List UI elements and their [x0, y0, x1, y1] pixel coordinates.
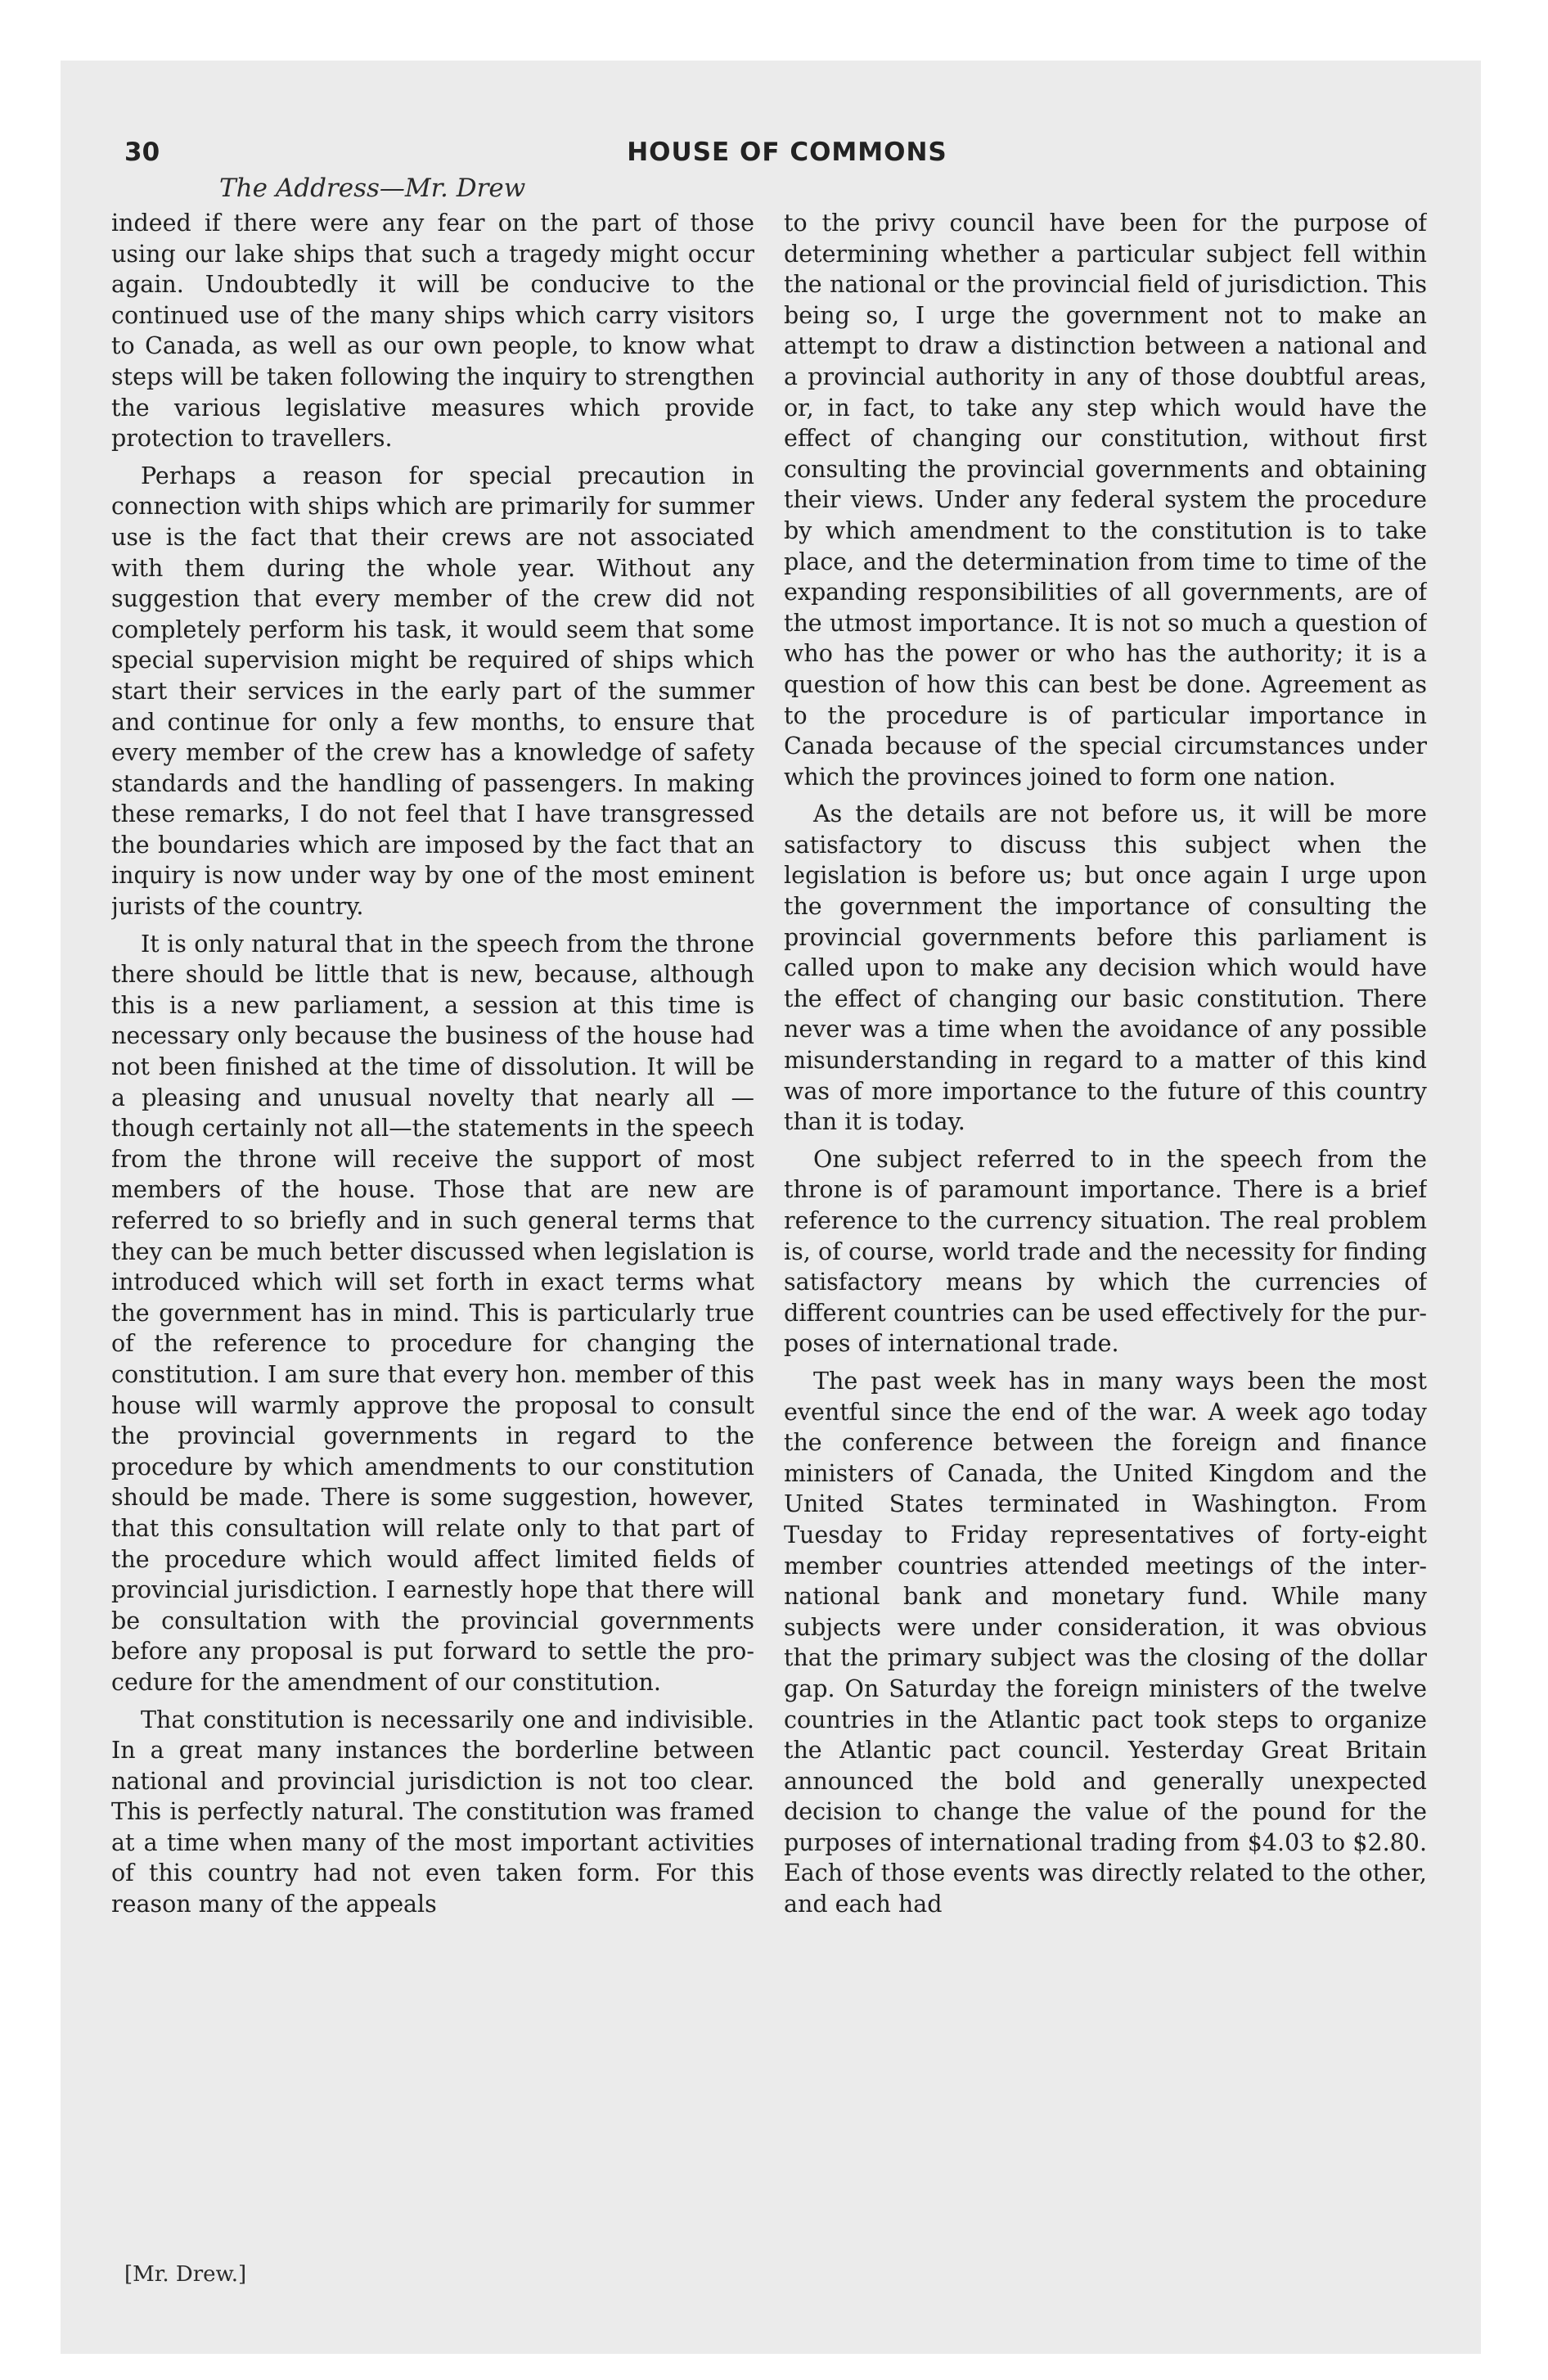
left-column — [111, 208, 754, 2229]
page-number: 30 — [124, 137, 160, 167]
paragraph: That constitution is necessarily one and indivisible. In a great many instances the borderline between national and provincial jurisdiction is not too clear. This is perfectly natural. The constitution was framed at a time when many of the most important activities of this country had not even taken form. For this reason many of the appeals — [111, 1706, 754, 1918]
paragraph: The past week has in many ways been the most eventful since the end of the war. A week ago today the conference between the foreign and finance ministers of Canada, the United Kingdom and the United States terminated in Washington. From Tuesday to Friday representatives of forty-eight member countries attended meetings of the international bank and monetary fund. While many subjects were under consideration, it was obvious that the primary subject was the closing of the dollar gap. On Saturday the foreign ministers of the twelve countries in the Atlantic pact took steps to organize the Atlantic pact council. Yesterday Great Britain announced the bold and generally unexpected decision to change the value of the pound for the purposes of international trading from $4.03 to $2.80. Each of those events was directly related to the other, and each had — [784, 1367, 1427, 1918]
paragraph: Perhaps a reason for special precaution in connection with ships which are primarily for summer use is the fact that their crews are not associated with them during the whole year. Without any suggestion that every member of the crew did not completely perform his task, it would seem that some special supervision might be required of ships which start their services in the early part of the summer and continue for only a few months, to ensure that every member of the crew has a knowledge of safety standards and the handling of passengers. In making these remarks, I do not feel that I have transgressed the boundaries which are imposed by the fact that an inquiry is now under way by one of the most eminent jurists of the country. — [111, 462, 754, 921]
paragraph: As the details are not before us, it will be more satisfactory to discuss this subject when the legislation is before us; but once again I urge upon the government the importance of consulting the provincial governments before this parliament is called upon to make any decision which would have the effect of changing our basic constitution. There never was a time when the avoidance of any possible misunderstanding in regard to a matter of this kind was of more importance to the future of this country than it is today. — [784, 800, 1427, 1136]
right-column — [784, 208, 1427, 2229]
journal-title: HOUSE OF COMMONS — [627, 137, 947, 167]
paragraph: indeed if there were any fear on the part of those using our lake ships that such a tragedy might occur again. Undoubtedly it will be conducive to the continued use of the many ships which carry visitors to Canada, as well as our own people, to know what steps will be taken following the inquiry to strengthen the various legislative measures which provide protection to travellers. — [111, 210, 754, 453]
paragraph: It is only natural that in the speech from the throne there should be little that is new, because, although this is a new parliament, a session at this time is necessary only because the business of the house had not been finished at the time of dissolution. It will be a pleasing and unusual novelty that nearly all —though certainly not all—the statements in the speech from the throne will receive the support of most members of the house. Those that are new are referred to so briefly and in such general terms that they can be much better discussed when legislation is introduced which will set forth in exact terms what the government has in mind. This is particularly true of the reference to procedure for changing the constitution. I am sure that every hon. member of this house will warmly approve the proposal to consult the provincial governments in regard to the procedure by which amendments to our constitution should be made. There is some suggestion, however, that this consultation will relate only to that part of the procedure which would affect limited fields of provincial jurisdiction. I earnestly hope that there will be consultation with the provincial governments before any proposal is put forward to settle the procedure for the amendment of our constitution. — [111, 930, 754, 1696]
paragraph: One subject referred to in the speech from the throne is of paramount importance. There is a brief reference to the currency situation. The real problem is, of course, world trade and the necessity for finding satisfactory means by which the currencies of different countries can be used effectively for the purposes of international trade. — [784, 1145, 1427, 1358]
paragraph: to the privy council have been for the purpose of determining whether a particular subject fell within the national or the provincial field of jurisdiction. This being so, I urge the government not to make an attempt to draw a distinction between a national and a provincial authority in any of those doubtful areas, or, in fact, to take any step which would have the effect of changing our constitution, without first consulting the provincial governments and obtaining their views. Under any federal system the procedure by which amendment to the constitution is to take place, and the determination from time to time of the expanding responsibilities of all governments, are of the utmost importance. It is not so much a question of who has the power or who has the authority; it is a question of how this can best be done. Agreement as to the procedure is of particular importance in Canada because of the special circumstances under which the provinces joined to form one nation. — [784, 210, 1427, 791]
speaker-footer: [Mr. Drew.] — [124, 2262, 247, 2287]
page-header — [124, 137, 1450, 177]
running-head: The Address—Mr. Drew — [219, 174, 526, 203]
